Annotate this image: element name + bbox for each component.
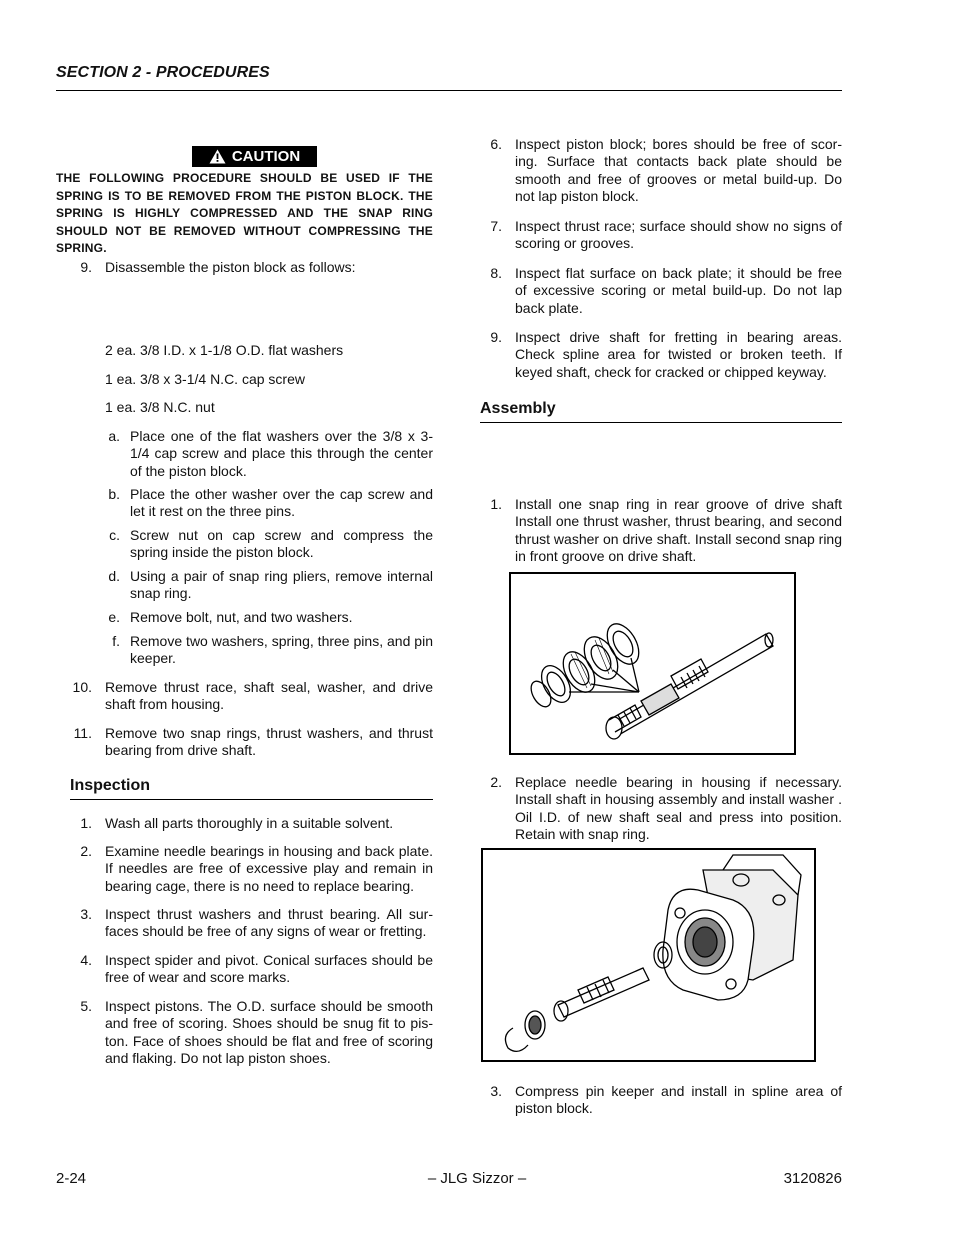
step-number: 2.: [80, 843, 92, 859]
parts-item: 1 ea. 3/8 N.C. nut: [105, 399, 215, 415]
step-text: Inspect drive shaft for fretting in bearing areas. Check spline area for twisted or broken teeth. If keyed shaft, check for cracked or chipped keyway.: [515, 329, 842, 380]
step-text: Remove thrust race, shaft seal, washer, and drive shaft from housing.: [105, 679, 433, 713]
footer-title: – JLG Sizzor –: [427, 1170, 527, 1187]
step-number: 7.: [490, 218, 502, 234]
substep-letter: d.: [108, 568, 120, 584]
step-text: Remove two snap rings, thrust washers, and thrust bearing from drive shaft.: [105, 725, 433, 759]
substep-letter: e.: [108, 609, 120, 625]
step-number: 9.: [490, 329, 502, 345]
inspection-rule: [70, 799, 433, 800]
step-text: Replace needle bearing in housing if necessary. Install shaft in housing assembly and install washer . Oil I.D. of new shaft seal and press into position. Retain with snap ring.: [515, 774, 842, 842]
step-number: 11.: [73, 725, 92, 741]
step-number: 9.: [80, 259, 92, 275]
step-number: 2.: [490, 774, 502, 790]
step-text: Inspect piston block; bores should be free of scor-ing. Surface that contacts back plate should be smooth and free of grooves or metal build-up. Do not lap piston block.: [515, 136, 842, 204]
step-text: Wash all parts thoroughly in a suitable solvent.: [105, 815, 394, 831]
document-number: 3120826: [783, 1170, 842, 1187]
inspection-heading: Inspection: [70, 777, 151, 794]
substep-text: Using a pair of snap ring pliers, remove internal snap ring.: [130, 568, 433, 602]
substep-letter: b.: [108, 486, 120, 502]
step-number: 3.: [490, 1083, 502, 1099]
step-text: Install one snap ring in rear groove of drive shaft Install one thrust washer, thrust bearing, and second thrust washer on drive shaft. Install second snap ring in front groove on drive shaft.: [515, 496, 842, 564]
parts-item: 2 ea. 3/8 I.D. x 1-1/8 O.D. flat washers: [105, 342, 344, 358]
step-text: Inspect thrust race; surface should show no signs of scoring or grooves.: [515, 218, 842, 252]
page-number: 2-24: [56, 1170, 87, 1187]
caution-text: THE FOLLOWING PROCEDURE SHOULD BE USED IF THE SPRING IS TO BE REMOVED FROM THE PISTON BLOCK. THE SPRING IS HIGHLY COMPRESSED AND THE SNAP RING SHOULD NOT BE REMOVED WITHOUT COMPRESSING THE SPRING.: [56, 171, 433, 255]
drive-shaft-illustration: [511, 574, 794, 753]
assembly-heading: Assembly: [480, 400, 556, 417]
step-text: Inspect thrust washers and thrust bearing. All sur-faces should be free of any signs of wear or fretting.: [105, 906, 433, 940]
header-rule: [56, 90, 842, 91]
step-number: 6.: [490, 136, 502, 152]
substep-text: Screw nut on cap screw and compress the spring inside the piston block.: [130, 527, 433, 561]
step-text: Inspect flat surface on back plate; it should be free of excessive scoring or metal build-up. Do not lap back plate.: [515, 265, 842, 316]
step-number: 4.: [80, 952, 92, 968]
assembly-rule: [480, 422, 842, 423]
section-header: SECTION 2 - PROCEDURES: [56, 64, 270, 81]
step-text: Compress pin keeper and install in spline area of piston block.: [515, 1083, 842, 1117]
substep-letter: f.: [112, 633, 120, 649]
caution-badge: [192, 146, 317, 167]
step-text: Disassemble the piston block as follows:: [105, 259, 356, 275]
drive-shaft-figure: [509, 572, 796, 755]
step-text: Examine needle bearings in housing and back plate. If needles are free of excessive play and remain in bearing cage, there is no need to replace bearing.: [105, 843, 433, 894]
parts-item: 1 ea. 3/8 x 3-1/4 N.C. cap screw: [105, 371, 305, 387]
step-number: 3.: [80, 906, 92, 922]
step-number: 8.: [490, 265, 502, 281]
step-text: Inspect pistons. The O.D. surface should be smooth and free of scoring. Shoes should be snug fit to pis-ton. Face of shoes should be flat and free of scoring and flaking. Do not lap piston shoes.: [105, 998, 433, 1066]
substep-letter: c.: [109, 527, 120, 543]
step-number: 1.: [80, 815, 92, 831]
housing-assembly-illustration: [483, 850, 814, 1060]
substep-text: Place one of the flat washers over the 3/8 x 3-1/4 cap screw and place this through the center of the piston block.: [130, 428, 433, 479]
housing-assembly-figure: [481, 848, 816, 1062]
warning-triangle-icon: [209, 149, 226, 164]
step-number: 5.: [80, 998, 92, 1014]
substep-text: Remove two washers, spring, three pins, and pin keeper.: [130, 633, 433, 667]
step-number: 10.: [72, 679, 92, 695]
substep-letter: a.: [108, 428, 120, 444]
step-text: Inspect spider and pivot. Conical surfaces should be free of wear and score marks.: [105, 952, 433, 986]
step-number: 1.: [490, 496, 502, 512]
substep-text: Remove bolt, nut, and two washers.: [130, 609, 353, 625]
caution-label: CAUTION: [231, 148, 301, 165]
substep-text: Place the other washer over the cap screw and let it rest on the three pins.: [130, 486, 433, 520]
